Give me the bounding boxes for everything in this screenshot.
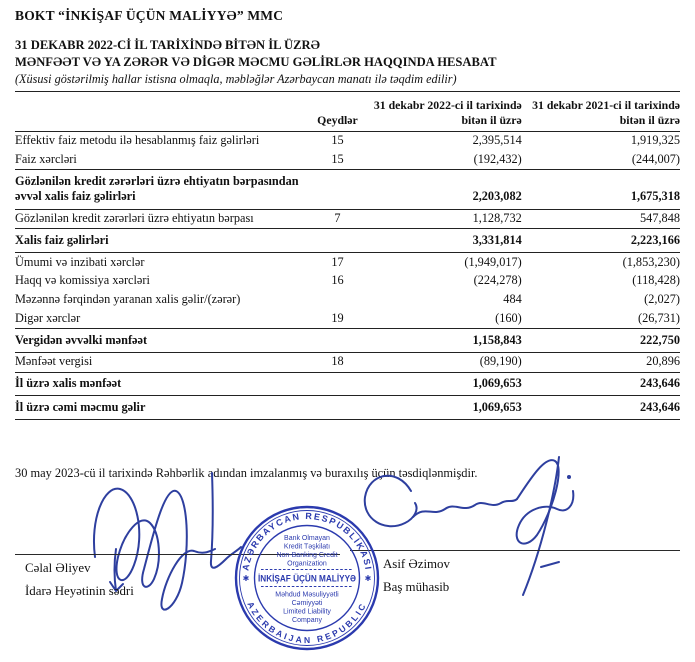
row-note-ref [311,291,363,310]
row-value-2021: 243,646 [640,399,680,414]
row-note-ref: 16 [331,273,344,288]
income-statement-body [15,131,680,419]
col-header-notes: Qeydlər [317,112,358,127]
row-value-2021: 222,750 [640,332,680,347]
row-value-2021: 1,675,318 [630,189,680,204]
row-value-2021: 243,646 [640,376,680,390]
table-row [15,291,680,310]
row-value-2021: 547,848 [640,211,680,226]
table-row [15,229,680,253]
table-row [15,131,680,150]
row-note-ref: 7 [334,211,341,226]
col-header-empty [15,96,311,131]
company-stamp [232,503,382,653]
row-note-ref: 17 [331,254,344,269]
row-value-2021: 2,223,166 [630,232,680,247]
document-title [15,37,680,70]
row-value-2022: (89,190) [479,354,522,369]
row-value-2021: 20,896 [646,354,680,369]
signature-right-dot [567,475,571,479]
stamp-band-text: İNKİŞAF ÜÇÜN MALİYYƏ [258,573,357,584]
table-header-row [15,96,680,131]
row-label: Effektiv faiz metodu ilə hesablanmış faiz gəlirləri [15,133,260,148]
row-value-2022: (160) [495,310,522,325]
signer-left-name: Cəlal Əliyev [25,560,91,575]
stamp-org-line-3: Non-Banking Credit [276,551,338,559]
table-row [15,253,680,272]
row-label: Digər xərclər [15,310,81,325]
table-row [15,396,680,420]
row-value-2021: (26,731) [637,310,680,325]
row-value-2021: (1,853,230) [622,254,680,269]
stamp-org-line-2: Kredit Təşkilatı [283,543,331,551]
col-header-2021: 31 dekabr 2021-ci il tarixində bitən il üzrə [532,98,680,127]
row-label: İl üzrə xalis mənfəət [15,376,122,390]
stamp-company-line-4: Company [292,616,322,624]
signature-area [15,481,680,653]
stamp-star-right-icon: ✱ [364,573,372,583]
row-note-ref [311,396,363,420]
row-note-ref [311,229,363,253]
row-value-2022: 1,069,653 [472,376,522,390]
row-value-2022: 3,331,814 [472,232,522,247]
col-header-2022: 31 dekabr 2022-ci il tarixində bitən il üzrə [373,98,522,127]
row-value-2021: (244,007) [631,151,680,166]
row-note-ref: 19 [331,310,344,325]
signer-right-name: Asif Əzimov [383,556,450,571]
row-value-2022: 1,158,843 [472,332,522,347]
row-note-ref [311,329,363,353]
row-value-2021: (118,428) [632,273,680,288]
table-header [15,96,680,131]
row-label: İl üzrə cəmi məcmu gəlir [15,399,146,414]
row-note-ref [311,372,363,396]
stamp-star-left-icon: ✱ [242,573,250,583]
stamp-org-line-4: Organization [287,560,327,568]
row-label: Ümumi və inzibati xərclər [15,254,145,269]
signer-left-title: İdarə Heyətinin sədri [25,583,134,598]
company-name: BOKT “İNKİŞAF ÜÇÜN MALİYYƏ” MMC [15,8,284,23]
table-row [15,150,680,169]
row-value-2021: (2,027) [644,292,680,307]
row-value-2022: 1,069,653 [472,399,522,414]
row-value-2022: 1,128,732 [472,211,522,226]
row-label: Xalis faiz gəlirləri [15,232,109,247]
row-value-2022: 2,203,082 [472,189,522,204]
row-label: Gözlənilən kredit zərərləri üzrə ehtiyatın bərpası [15,211,254,226]
income-statement-table [15,96,680,420]
signer-right-block [350,550,680,595]
table-row [15,272,680,291]
row-note-ref: 18 [331,354,344,369]
table-row [15,209,680,229]
table-row [15,170,680,209]
stamp-company-line-2: Cəmiyyəti [291,599,323,607]
signer-right-title: Baş mühasib [383,579,450,594]
row-label: Haqq və komissiya xərcləri [15,273,150,288]
row-label: Vergidən əvvəlki mənfəət [15,332,148,347]
row-value-2022: (224,278) [473,273,522,288]
row-value-2022: 2,395,514 [472,133,522,148]
row-label: Faiz xərcləri [15,151,77,166]
signature-right-wave-stroke [413,499,517,517]
row-note-ref [311,170,363,209]
row-value-2021: 1,919,325 [630,133,680,148]
currency-note: (Xüsusi göstərilmiş hallar istisna olmaqla, məbləğlər Azərbaycan manatı ilə təqdim edilir) [15,72,680,92]
row-label: Məzənnə fərqindən yaranan xalis gəlir/(zərər) [15,292,241,307]
row-value-2022: 484 [503,292,522,307]
report-period-line: 31 DEKABR 2022-Cİ İL TARİXİNDƏ BİTƏN İL ÜZRƏ [15,38,320,52]
report-name-line: MƏNFƏƏT VƏ YA ZƏRƏR VƏ DİGƏR MƏCMU GƏLİRLƏR HAQQINDA HESABAT [15,54,497,69]
row-value-2022: (192,432) [473,151,522,166]
stamp-ring-top-text: AZƏRBAYCAN RESPUBLİKASI [240,510,374,572]
table-row [15,329,680,353]
row-label: Mənfəət vergisi [15,354,93,369]
table-row [15,352,680,372]
stamp-org-line-1: Bank Olmayan [284,534,330,542]
row-label: Gözlənilən kredit zərərləri üzrə ehtiyatın bərpasından əvvəl xalis faiz gəlirləri [15,173,299,204]
row-value-2022: (1,949,017) [464,254,522,269]
table-row [15,372,680,396]
row-note-ref: 15 [331,151,344,166]
stamp-ring-bottom-text: AZERBAIJAN REPUBLIC [245,599,369,646]
table-row [15,309,680,328]
approval-statement: 30 may 2023-cü il tarixində Rəhbərlik adından imzalanmış və buraxılış üçün təsdiqlənmişdir. [15,465,478,480]
row-note-ref: 15 [331,133,344,148]
stamp-company-line-3: Limited Liability [283,608,331,616]
stamp-company-line-1: Məhdud Məsuliyyətli [275,591,339,599]
